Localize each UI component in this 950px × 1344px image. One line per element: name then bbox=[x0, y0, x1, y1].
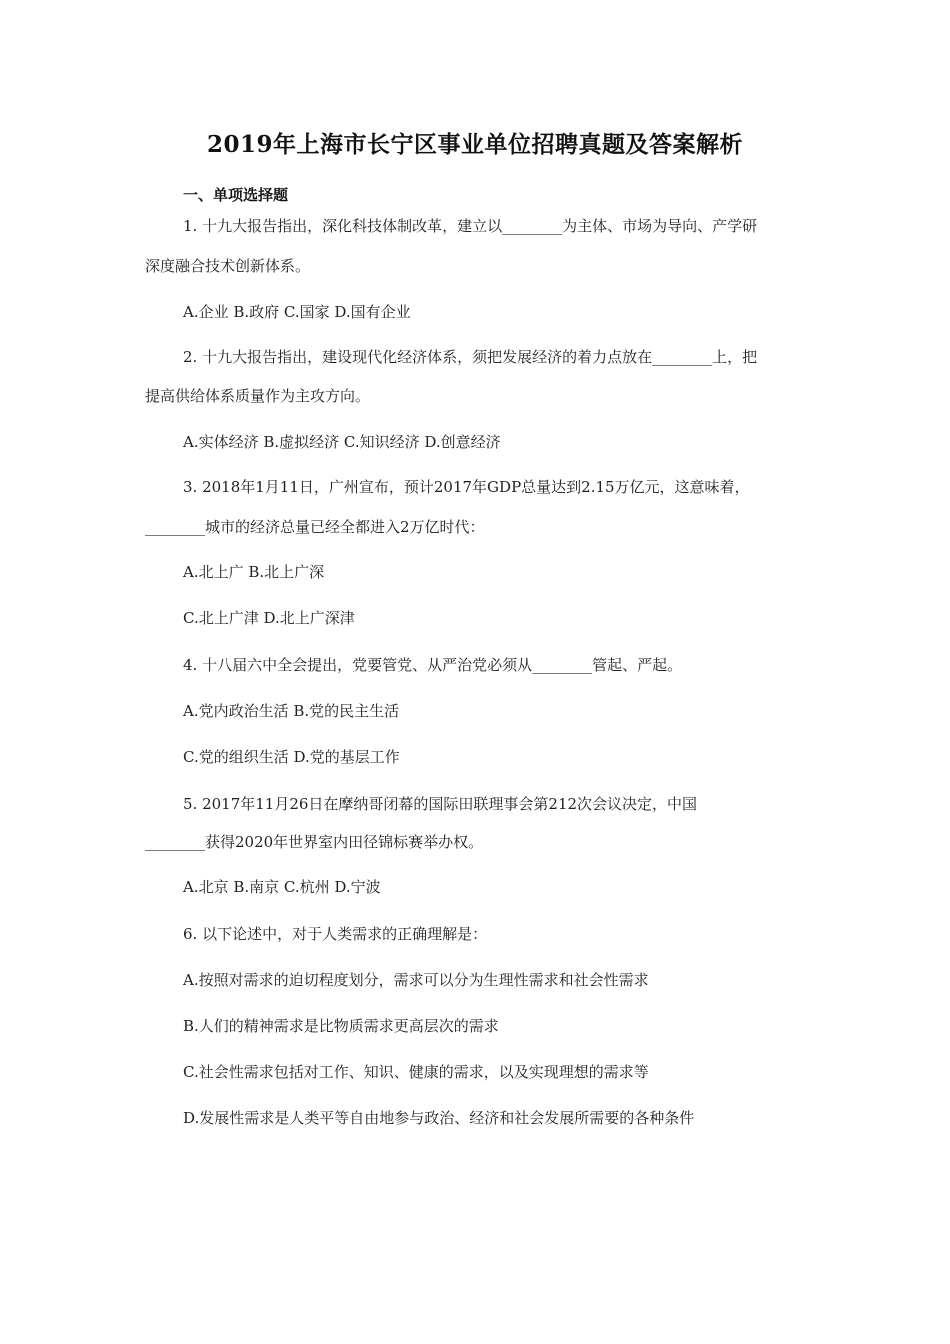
question-6-option-c: C.社会性需求包括对工作、知识、健康的需求，以及实现理想的需求等 bbox=[183, 1063, 649, 1081]
question-3-text-line-1: 3. 2018年1月11日，广州宣布，预计2017年GDP总量达到2.15万亿元，这意味着， bbox=[183, 478, 750, 496]
question-5-text-line-2: ________获得2020年世界室内田径锦标赛举办权。 bbox=[145, 833, 484, 851]
question-5-options: A.北京 B.南京 C.杭州 D.宁波 bbox=[183, 878, 381, 896]
question-2-options: A.实体经济 B.虚拟经济 C.知识经济 D.创意经济 bbox=[183, 433, 501, 451]
question-3-text-line-2: ________城市的经济总量已经全都进入2万亿时代： bbox=[145, 518, 485, 536]
question-5-text-line-1: 5. 2017年11月26日在摩纳哥闭幕的国际田联理事会第212次会议决定，中国 bbox=[183, 795, 698, 813]
question-3-options-line-2: C.北上广津 D.北上广深津 bbox=[183, 609, 355, 627]
question-6-text-line-1: 6. 以下论述中，对于人类需求的正确理解是： bbox=[183, 925, 488, 943]
section-heading: 一、单项选择题 bbox=[183, 186, 289, 204]
question-4-options-line-2: C.党的组织生活 D.党的基层工作 bbox=[183, 748, 400, 766]
question-3-options-line-1: A.北上广 B.北上广深 bbox=[183, 563, 325, 581]
question-6-option-b: B.人们的精神需求是比物质需求更高层次的需求 bbox=[183, 1017, 499, 1035]
question-1-text-line-2: 深度融合技术创新体系。 bbox=[145, 257, 311, 275]
question-2-text-line-2: 提高供给体系质量作为主攻方向。 bbox=[145, 387, 371, 405]
question-4-options-line-1: A.党内政治生活 B.党的民主生活 bbox=[183, 702, 400, 720]
question-1-text-line-1: 1. 十九大报告指出，深化科技体制改革，建立以________为主体、市场为导向、产学研 bbox=[183, 217, 758, 235]
question-1-options: A.企业 B.政府 C.国家 D.国有企业 bbox=[183, 303, 411, 321]
page-title: 2019年上海市长宁区事业单位招聘真题及答案解析 bbox=[206, 131, 743, 158]
question-6-option-a: A.按照对需求的迫切程度划分，需求可以分为生理性需求和社会性需求 bbox=[183, 971, 649, 989]
question-4-text-line-1: 4. 十八届六中全会提出，党要管党、从严治党必须从________管起、严起。 bbox=[183, 656, 683, 674]
question-2-text-line-1: 2. 十九大报告指出，建设现代化经济体系，须把发展经济的着力点放在________上，把 bbox=[183, 348, 758, 366]
question-6-option-d: D.发展性需求是人类平等自由地参与政治、经济和社会发展所需要的各种条件 bbox=[183, 1109, 695, 1127]
